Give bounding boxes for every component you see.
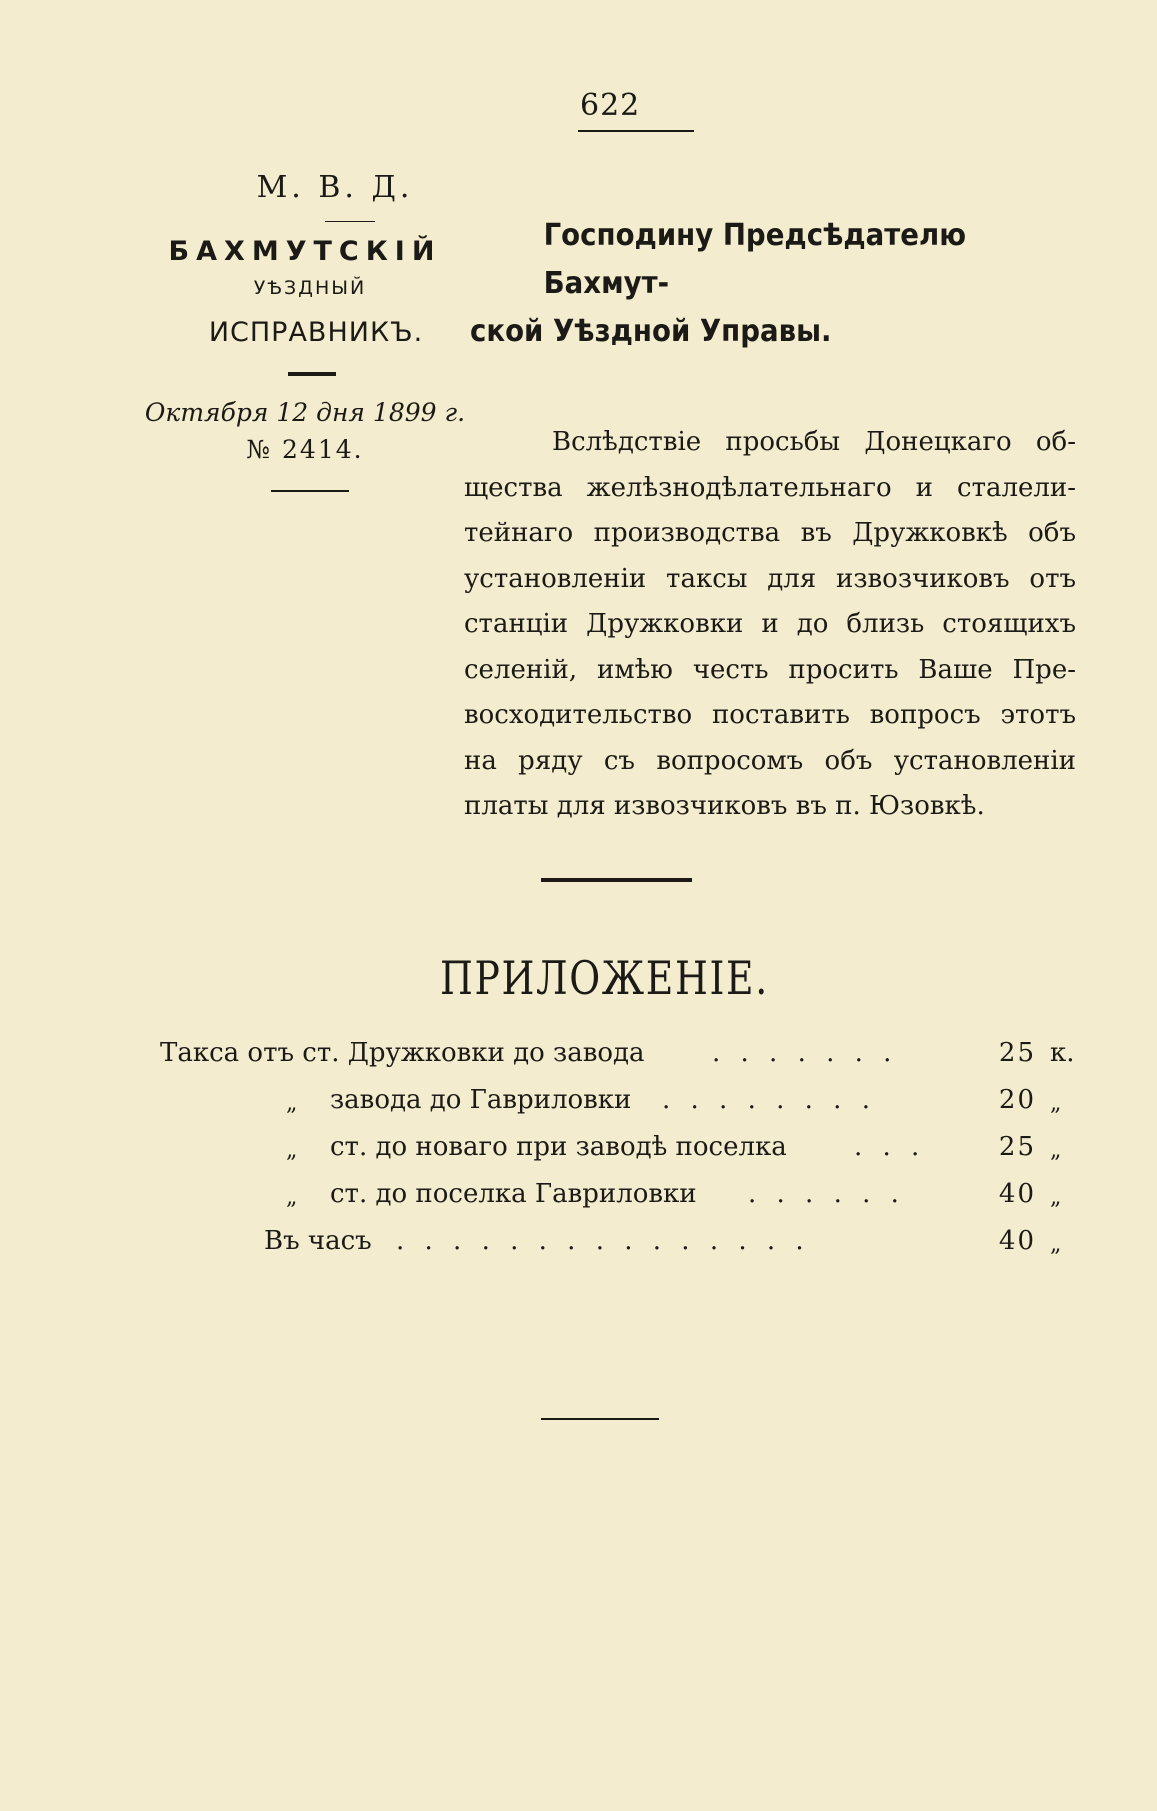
- tariff-table: [160, 1038, 1080, 1273]
- body-line: Вслѣдствіе просьбы Донецкаго об-: [552, 427, 1076, 457]
- tariff-value: 25: [998, 1132, 1036, 1162]
- body-line: тейнаго производства въ Дружковкѣ объ: [464, 518, 1076, 548]
- tariff-unit: к.: [1050, 1038, 1075, 1068]
- tariff-label: Въ часъ: [264, 1226, 372, 1256]
- body-line: станціи Дружковки и до близь стоящихъ: [464, 609, 1076, 639]
- body-line: восходительство поставить вопросъ этотъ: [464, 700, 1076, 730]
- tariff-row: [160, 1132, 1080, 1179]
- section-divider: [541, 878, 692, 882]
- police-officer-title: ИСПРАВНИКЪ.: [208, 317, 424, 348]
- tariff-unit: „: [1050, 1091, 1062, 1116]
- tariff-row: [160, 1038, 1080, 1085]
- tariff-row: [160, 1085, 1080, 1132]
- body-line: на ряду съ вопросомъ объ установленіи: [464, 745, 1076, 776]
- tariff-leader-dots: . . .: [854, 1132, 926, 1162]
- body-line: установленіи таксы для извозчиковъ отъ: [464, 563, 1076, 594]
- tariff-unit: „: [1050, 1138, 1062, 1163]
- addressee: [470, 212, 1040, 356]
- county-label: УѢЗДНЫЙ: [253, 277, 367, 299]
- page-number: 622: [580, 88, 641, 123]
- ditto-mark: „: [286, 1091, 298, 1116]
- tariff-value: 25: [998, 1038, 1036, 1068]
- appendix-title: ПРИЛОЖЕНІЕ.: [440, 951, 769, 1005]
- divider: [271, 490, 349, 492]
- divider: [325, 221, 375, 222]
- ministry-label: М. В. Д.: [256, 170, 414, 205]
- tariff-value: 20: [998, 1085, 1036, 1115]
- divider: [288, 372, 336, 376]
- tariff-row: [160, 1226, 1080, 1273]
- tariff-label: Такса отъ ст. Дружковки до завода: [160, 1038, 645, 1068]
- tariff-label: ст. до поселка Гавриловки: [330, 1179, 697, 1209]
- tariff-value: 40: [998, 1226, 1036, 1256]
- tariff-leader-dots: . . . . . . . . . . . . . . .: [396, 1226, 810, 1256]
- district-name: БАХМУТСКІЙ: [168, 236, 442, 267]
- tariff-leader-dots: . . . . . .: [748, 1179, 905, 1209]
- tariff-leader-dots: . . . . . . .: [712, 1038, 898, 1068]
- page-number-underline: [578, 130, 694, 132]
- tariff-unit: „: [1050, 1232, 1062, 1257]
- tariff-value: 40: [998, 1179, 1036, 1209]
- ditto-mark: „: [286, 1185, 298, 1210]
- tariff-unit: „: [1050, 1185, 1062, 1210]
- letter-body: [464, 420, 1076, 830]
- addressee-line: Господину Предсѣдателю Бахмут-: [543, 218, 967, 301]
- document-date: Октября 12 дня 1899 г.: [144, 398, 466, 427]
- body-line: щества желѣзнодѣлательнаго и сталели-: [464, 472, 1076, 503]
- tariff-label: ст. до новаго при заводѣ поселка: [330, 1132, 787, 1162]
- body-line: селеній, имѣю честь просить Ваше Пре-: [464, 654, 1076, 685]
- end-divider: [541, 1418, 659, 1420]
- tariff-leader-dots: . . . . . . . .: [662, 1085, 876, 1115]
- sender-block: [144, 170, 490, 492]
- document-number: № 2414.: [246, 435, 364, 464]
- tariff-label: завода до Гавриловки: [330, 1085, 632, 1115]
- body-line: платы для извозчиковъ въ п. Юзовкѣ.: [464, 791, 985, 821]
- ditto-mark: „: [286, 1138, 298, 1163]
- addressee-line: ской Уѣздной Управы.: [470, 314, 832, 349]
- tariff-row: [160, 1179, 1080, 1226]
